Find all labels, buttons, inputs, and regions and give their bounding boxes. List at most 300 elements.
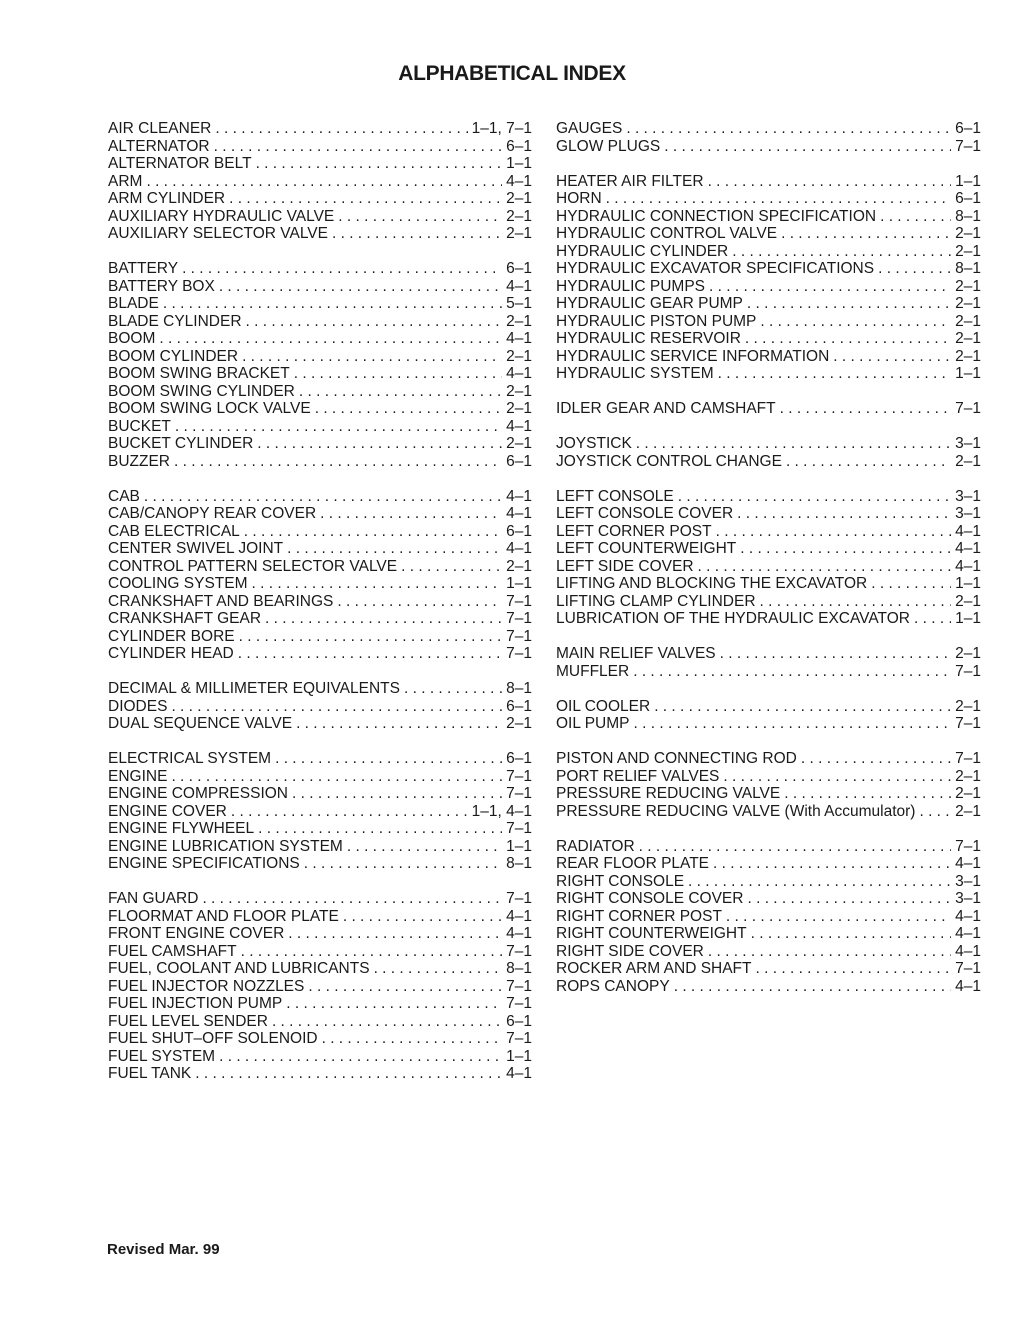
dot-leader (258, 820, 502, 838)
index-entry (556, 523, 981, 541)
dot-leader (606, 190, 951, 208)
entry-page: 2–1 (506, 557, 532, 575)
entry-name: PRESSURE REDUCING VALVE (556, 785, 781, 802)
entry-page: 2–1 (955, 312, 981, 330)
entry-page: 3–1 (955, 487, 981, 505)
dot-leader (833, 348, 951, 366)
entry-name: HEATER AIR FILTER (556, 172, 704, 190)
dot-leader (726, 908, 951, 926)
entry-page: 4–1 (506, 330, 532, 347)
entry-name: BUZZER (108, 452, 170, 470)
entry-name: FUEL SHUT–OFF SOLENOID (108, 1030, 318, 1047)
index-entry (108, 750, 532, 768)
dot-leader (296, 715, 502, 733)
entry-name: BUCKET CYLINDER (108, 435, 254, 452)
index-entry (556, 663, 981, 681)
dot-leader (737, 505, 951, 523)
index-entry (108, 488, 532, 506)
dot-leader (304, 855, 502, 873)
index-entry (556, 278, 981, 296)
index-entry (108, 628, 532, 646)
entry-page: 2–1 (506, 225, 532, 242)
index-entry (108, 435, 532, 453)
dot-leader (713, 855, 951, 873)
index-entry (556, 260, 981, 278)
dot-leader (786, 453, 951, 471)
index-entry (108, 558, 532, 576)
dot-leader (272, 1013, 502, 1031)
entry-page: 4–1 (506, 505, 532, 522)
dot-leader (322, 1030, 503, 1048)
entry-name: BOOM SWING LOCK VALVE (108, 400, 311, 417)
entry-page: 4–1 (955, 540, 981, 557)
dot-leader (265, 610, 502, 628)
entry-name: OIL COOLER (556, 697, 651, 715)
entry-page: 7–1 (506, 977, 532, 995)
index-entry (108, 908, 532, 926)
entry-page: 2–1 (506, 382, 532, 400)
entry-name: LEFT COUNTERWEIGHT (556, 540, 737, 557)
index-entry (108, 925, 532, 943)
dot-leader (241, 943, 503, 961)
entry-name: FUEL INJECTOR NOZZLES (108, 977, 305, 995)
entry-page: 4–1 (955, 855, 981, 872)
entry-page: 1–1 (955, 575, 981, 592)
index-entry (556, 890, 981, 908)
dot-leader (718, 365, 952, 383)
entry-name: LEFT SIDE COVER (556, 557, 694, 575)
dot-leader (780, 400, 952, 418)
index-entry (556, 750, 981, 768)
entry-name: FUEL INJECTION PUMP (108, 995, 283, 1012)
dot-leader (751, 925, 952, 943)
dot-leader (244, 523, 502, 541)
dot-leader (171, 698, 502, 716)
entry-page: 3–1 (955, 505, 981, 522)
entry-page: 3–1 (955, 872, 981, 890)
entry-page: 6–1 (506, 452, 532, 470)
entry-page: 6–1 (506, 750, 532, 767)
entry-name: LEFT CONSOLE COVER (556, 505, 734, 522)
entry-name: BATTERY (108, 260, 179, 277)
index-entry (108, 348, 532, 366)
entry-page: 4–1 (955, 522, 981, 540)
dot-leader (781, 225, 951, 243)
index-entry (556, 453, 981, 471)
index-entry (108, 225, 532, 243)
dot-leader (347, 838, 502, 856)
entry-name: LEFT CORNER POST (556, 522, 712, 540)
dot-leader (723, 768, 951, 786)
entry-name: ENGINE COVER (108, 802, 227, 820)
entry-name: ELECTRICAL SYSTEM (108, 750, 272, 767)
index-group (556, 698, 981, 733)
index-entry (108, 978, 532, 996)
entry-name: FUEL SYSTEM (108, 1047, 216, 1065)
dot-leader (219, 1048, 502, 1066)
dot-leader (678, 488, 951, 506)
index-entry (108, 645, 532, 663)
index-entry (556, 768, 981, 786)
index-entry (556, 540, 981, 558)
entry-name: HYDRAULIC CONNECTION SPECIFICATION (556, 207, 877, 225)
entry-page: 3–1 (955, 890, 981, 907)
dot-leader (182, 260, 502, 278)
entry-page: 2–1 (955, 785, 981, 802)
dot-leader (732, 243, 951, 261)
entry-page: 7–1 (506, 592, 532, 610)
dot-leader (760, 313, 951, 331)
entry-name: HYDRAULIC PISTON PUMP (556, 312, 757, 330)
entry-name: AUXILIARY HYDRAULIC VALVE (108, 207, 335, 225)
index-entry (108, 1030, 532, 1048)
entry-page: 6–1 (955, 120, 981, 137)
entry-name: GAUGES (556, 120, 623, 137)
entry-name: HYDRAULIC SYSTEM (556, 365, 714, 382)
entry-page: 2–1 (955, 645, 981, 662)
entry-name: FAN GUARD (108, 890, 199, 907)
entry-page: 4–1 (506, 487, 532, 505)
dot-leader (202, 890, 502, 908)
dot-leader (294, 365, 502, 383)
index-entry (108, 820, 532, 838)
entry-name: BLADE CYLINDER (108, 312, 242, 330)
index-entry (108, 610, 532, 628)
dot-leader (708, 173, 952, 191)
entry-name: JOYSTICK (556, 435, 632, 452)
entry-page: 7–1 (506, 610, 532, 627)
entry-page: 2–1 (955, 225, 981, 242)
dot-leader (688, 873, 951, 891)
dot-leader (332, 225, 502, 243)
index-entry (108, 1048, 532, 1066)
entry-name: ALTERNATOR BELT (108, 155, 252, 172)
dot-leader (219, 278, 502, 296)
dot-leader (308, 978, 502, 996)
entry-page: 8–1 (506, 960, 532, 977)
entry-name: ENGINE LUBRICATION SYSTEM (108, 837, 343, 855)
entry-page: 7–1 (506, 627, 532, 645)
dot-leader (801, 750, 951, 768)
entry-page: 1–1 (506, 155, 532, 172)
entry-name: COOLING SYSTEM (108, 575, 248, 592)
entry-page: 4–1 (506, 277, 532, 295)
index-entry (108, 803, 532, 821)
entry-page: 2–1 (955, 347, 981, 365)
index-entry (108, 313, 532, 331)
entry-name: BOOM SWING BRACKET (108, 365, 290, 382)
entry-name: ALTERNATOR (108, 137, 210, 155)
entry-page: 6–1 (506, 697, 532, 715)
dot-leader (747, 295, 951, 313)
dot-leader (871, 575, 951, 593)
index-entry (108, 838, 532, 856)
dot-leader (229, 190, 502, 208)
entry-page: 4–1 (506, 365, 532, 382)
dot-leader (174, 453, 502, 471)
dot-leader (175, 418, 502, 436)
index-group (556, 400, 981, 418)
index-entry (556, 225, 981, 243)
entry-page: 8–1 (955, 260, 981, 277)
entry-page: 2–1 (506, 207, 532, 225)
entry-name: BOOM SWING CYLINDER (108, 382, 295, 400)
entry-page: 4–1 (955, 557, 981, 575)
index-entry (556, 120, 981, 138)
entry-page: 2–1 (506, 190, 532, 207)
dot-leader (756, 960, 952, 978)
entry-page: 4–1 (506, 540, 532, 557)
index-entry (556, 330, 981, 348)
index-entry (108, 698, 532, 716)
index-group (108, 488, 532, 663)
entry-page: 4–1 (955, 925, 981, 942)
dot-leader (288, 925, 502, 943)
index-entry (108, 575, 532, 593)
index-entry (556, 873, 981, 891)
index-entry (108, 768, 532, 786)
entry-page: 2–1 (506, 715, 532, 732)
index-entry (108, 855, 532, 873)
index-entry (108, 418, 532, 436)
dot-leader (159, 330, 502, 348)
index-entry (556, 190, 981, 208)
index-entry (556, 698, 981, 716)
entry-name: DUAL SEQUENCE VALVE (108, 715, 293, 732)
entry-page: 7–1 (506, 785, 532, 802)
dot-leader (242, 348, 502, 366)
index-entry (108, 400, 532, 418)
entry-name: ROPS CANOPY (556, 977, 670, 995)
entry-name: RADIATOR (556, 837, 635, 855)
entry-page: 2–1 (955, 802, 981, 820)
index-entry (108, 208, 532, 226)
entry-page: 5–1 (506, 295, 532, 312)
index-group (108, 680, 532, 733)
entry-name: MAIN RELIEF VALVES (556, 645, 716, 662)
index-group (556, 120, 981, 155)
index-entry (108, 365, 532, 383)
dot-leader (256, 155, 503, 173)
dot-leader (880, 208, 951, 226)
index-group (556, 488, 981, 628)
entry-name: ARM (108, 172, 143, 190)
entry-page: 2–1 (955, 295, 981, 312)
entry-page: 2–1 (506, 347, 532, 365)
dot-leader (252, 575, 503, 593)
entry-page: 7–1 (955, 662, 981, 680)
dot-leader (292, 785, 502, 803)
entry-name: FUEL CAMSHAFT (108, 942, 237, 960)
entry-page: 4–1 (955, 942, 981, 960)
dot-leader (315, 400, 502, 418)
entry-name: LIFTING CLAMP CYLINDER (556, 592, 756, 610)
entry-page: 7–1 (955, 837, 981, 855)
entry-page: 2–1 (506, 435, 532, 452)
entry-name: BLADE (108, 295, 159, 312)
dot-leader (634, 715, 952, 733)
index-group (556, 750, 981, 820)
entry-name: CYLINDER BORE (108, 627, 235, 645)
dot-leader (674, 978, 951, 996)
index-entry (556, 978, 981, 996)
entry-name: FUEL LEVEL SENDER (108, 1012, 268, 1030)
entry-name: RIGHT COUNTERWEIGHT (556, 925, 747, 942)
index-entry (108, 190, 532, 208)
dot-leader (195, 1065, 502, 1083)
dot-leader (320, 505, 502, 523)
index-entry (108, 1065, 532, 1083)
entry-page: 7–1 (955, 960, 981, 977)
entry-name: FLOORMAT AND FLOOR PLATE (108, 907, 339, 925)
entry-name: REAR FLOOR PLATE (556, 855, 710, 872)
entry-page: 1–1 (955, 365, 981, 382)
entry-name: MUFFLER (556, 662, 630, 680)
entry-name: FRONT ENGINE COVER (108, 925, 285, 942)
dot-leader (760, 593, 952, 611)
index-entry (108, 453, 532, 471)
entry-name: HORN (556, 190, 602, 207)
index-group (108, 120, 532, 243)
entry-name: LEFT CONSOLE (556, 487, 674, 505)
dot-leader (287, 540, 502, 558)
index-entry (108, 943, 532, 961)
entry-page: 2–1 (955, 242, 981, 260)
dot-leader (239, 628, 503, 646)
entry-name: CRANKSHAFT AND BEARINGS (108, 592, 334, 610)
entry-name: GLOW PLUGS (556, 137, 661, 155)
index-entry (556, 173, 981, 191)
index-entry (556, 593, 981, 611)
entry-name: JOYSTICK CONTROL CHANGE (556, 452, 782, 470)
entry-name: RIGHT CONSOLE (556, 872, 685, 890)
dot-leader (338, 208, 502, 226)
index-entry (108, 173, 532, 191)
entry-page: 4–1 (506, 925, 532, 942)
dot-leader (626, 120, 951, 138)
dot-leader (784, 785, 951, 803)
entry-page: 1–1 (506, 1047, 532, 1065)
dot-leader (214, 138, 502, 156)
index-entry (556, 925, 981, 943)
dot-leader (246, 313, 503, 331)
entry-name: LUBRICATION OF THE HYDRAULIC EXCAVATOR (556, 610, 910, 627)
entry-name: PORT RELIEF VALVES (556, 767, 720, 785)
index-entry (108, 680, 532, 698)
entry-name: CAB (108, 487, 140, 505)
entry-name: BUCKET (108, 417, 171, 435)
dot-leader (878, 260, 951, 278)
entry-page: 2–1 (955, 277, 981, 295)
entry-name: HYDRAULIC GEAR PUMP (556, 295, 743, 312)
entry-page: 4–1 (506, 907, 532, 925)
entry-page: 7–1 (955, 137, 981, 155)
index-entry (556, 558, 981, 576)
entry-page: 7–1 (506, 942, 532, 960)
index-entry (108, 715, 532, 733)
dot-leader (144, 488, 502, 506)
entry-page: 2–1 (955, 452, 981, 470)
index-entry (556, 943, 981, 961)
index-entry (556, 505, 981, 523)
entry-name: CYLINDER HEAD (108, 645, 234, 662)
entry-name: CAB ELECTRICAL (108, 522, 240, 540)
dot-leader (919, 803, 951, 821)
entry-page: 1–1 (506, 575, 532, 592)
entry-page: 2–1 (955, 767, 981, 785)
entry-name: ENGINE (108, 767, 168, 785)
dot-leader (740, 540, 951, 558)
dot-leader (171, 768, 502, 786)
entry-page: 6–1 (506, 137, 532, 155)
index-column-left (108, 120, 532, 1100)
page-title: ALPHABETICAL INDEX (398, 62, 626, 85)
dot-leader (664, 138, 951, 156)
entry-name: RIGHT CORNER POST (556, 907, 722, 925)
entry-name: BOOM CYLINDER (108, 347, 239, 365)
dot-leader (708, 943, 951, 961)
entry-name: FUEL TANK (108, 1065, 192, 1082)
entry-page: 1–1 (506, 837, 532, 855)
index-entry (556, 960, 981, 978)
entry-page: 6–1 (506, 1012, 532, 1030)
entry-name: HYDRAULIC EXCAVATOR SPECIFICATIONS (556, 260, 875, 277)
dot-leader (401, 558, 502, 576)
index-entry (556, 400, 981, 418)
index-entry (108, 330, 532, 348)
entry-name: AUXILIARY SELECTOR VALVE (108, 225, 328, 242)
index-entry (108, 593, 532, 611)
entry-page: 7–1 (506, 645, 532, 662)
entry-page: 7–1 (506, 820, 532, 837)
index-entry (108, 383, 532, 401)
dot-leader (633, 663, 951, 681)
index-entry (556, 243, 981, 261)
index-entry (108, 155, 532, 173)
dot-leader (698, 558, 952, 576)
entry-name: ROCKER ARM AND SHAFT (556, 960, 752, 977)
entry-page: 4–1 (506, 1065, 532, 1082)
entry-name: HYDRAULIC CONTROL VALVE (556, 225, 778, 242)
entry-page: 6–1 (506, 522, 532, 540)
entry-page: 4–1 (955, 907, 981, 925)
entry-name: HYDRAULIC SERVICE INFORMATION (556, 347, 830, 365)
entry-page: 7–1 (955, 715, 981, 732)
entry-name: IDLER GEAR AND CAMSHAFT (556, 400, 776, 417)
entry-page: 8–1 (506, 680, 532, 697)
index-column-right (556, 120, 981, 1013)
entry-page: 2–1 (506, 400, 532, 417)
dot-leader (720, 645, 951, 663)
index-entry (108, 505, 532, 523)
dot-leader (238, 645, 502, 663)
index-entry (108, 540, 532, 558)
entry-page: 2–1 (506, 312, 532, 330)
index-group (108, 750, 532, 873)
index-entry (108, 523, 532, 541)
entry-name: RIGHT CONSOLE COVER (556, 890, 744, 907)
dot-leader (146, 173, 502, 191)
index-entry (556, 208, 981, 226)
entry-name: HYDRAULIC PUMPS (556, 277, 705, 295)
dot-leader (914, 610, 951, 628)
entry-page: 7–1 (955, 750, 981, 767)
dot-leader (286, 995, 502, 1013)
index-entry (556, 295, 981, 313)
entry-name: ENGINE COMPRESSION (108, 785, 288, 802)
entry-page: 8–1 (955, 207, 981, 225)
entry-name: CENTER SWIVEL JOINT (108, 540, 284, 557)
